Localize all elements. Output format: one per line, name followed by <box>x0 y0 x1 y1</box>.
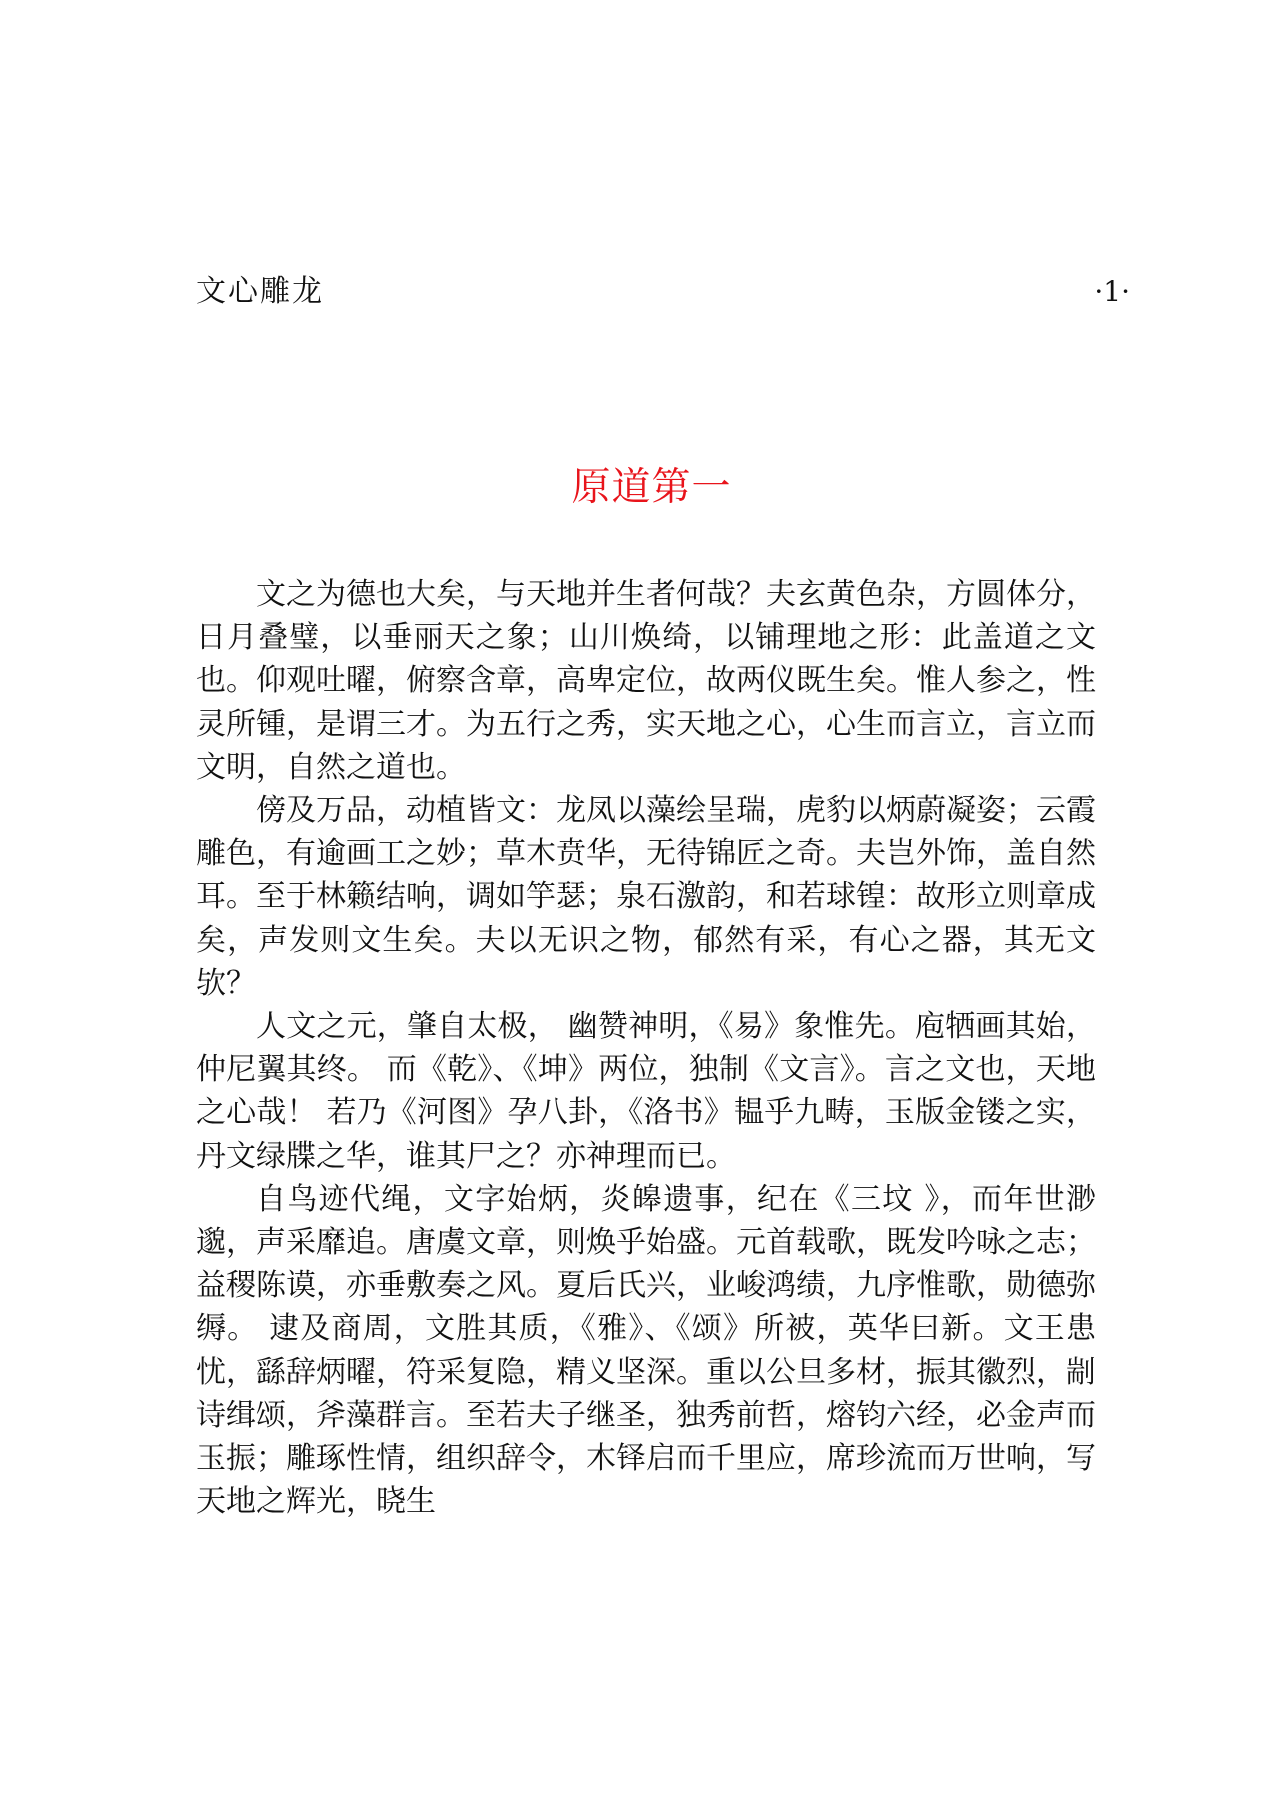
paragraph: 文之为德也大矣，与天地并生者何哉？夫玄黄色杂，方圆体分，日月叠璧，以垂丽天之象；山川焕绮，以铺理地之形：此盖道之文也。仰观吐曜，俯察含章，高卑定位，故两仪既生矣。惟人参之，性灵所锺，是谓三才。为五行之秀，实天地之心，心生而言立，言立而文明，自然之道也。 <box>196 577 1096 785</box>
running-header <box>196 272 1130 312</box>
paragraph: 人文之元，肇自太极， 幽赞神明，《易》象惟先。庖牺画其始，仲尼翼其终。 而《乾》、《坤》两位，独制《文言》。言之文也，天地之心哉！ 若乃《河图》孕八卦，《洛书》韫乎九畴，玉版金镂之实，丹文绿牒之华，谁其尸之？亦神理而已。 <box>196 1009 1096 1174</box>
paragraph: 自鸟迹代绳，文字始炳，炎皞遗事，纪在《三坟 》，而年世渺邈，声采靡追。唐虞文章，则焕乎始盛。元首载歌，既发吟咏之志；益稷陈谟，亦垂敷奏之风。夏后氏兴，业峻鸿绩，九序惟歌，勋德弥缛。 逮及商周，文胜其质，《雅》、《颂》所被，英华曰新。文王患忧，繇辞炳曜，符采复隐，精义坚深。重以公旦多材，振其徽烈，剬诗缉颂，斧藻群言。至若夫子继圣，独秀前哲，熔钧六经，必金声而玉振；雕琢性情，组织辞令，木铎启而千里应，席珍流而万世响，写天地之辉光，晓生 <box>196 1181 1096 1520</box>
book-title: 文心雕龙 <box>196 274 324 309</box>
body-text <box>196 573 1096 1523</box>
chapter-title: 原道第一 <box>571 465 732 510</box>
paragraph: 傍及万品，动植皆文：龙凤以藻绘呈瑞，虎豹以炳蔚凝姿；云霞雕色，有逾画工之妙；草木贲华，无待锦匠之奇。夫岂外饰，盖自然耳。至于林籁结响，调如竽瑟；泉石激韵，和若球锽：故形立则章成矣，声发则文生矣。夫以无识之物，郁然有采，有心之器，其无文欤？ <box>196 793 1096 1001</box>
page-number: ·1· <box>1094 275 1130 308</box>
